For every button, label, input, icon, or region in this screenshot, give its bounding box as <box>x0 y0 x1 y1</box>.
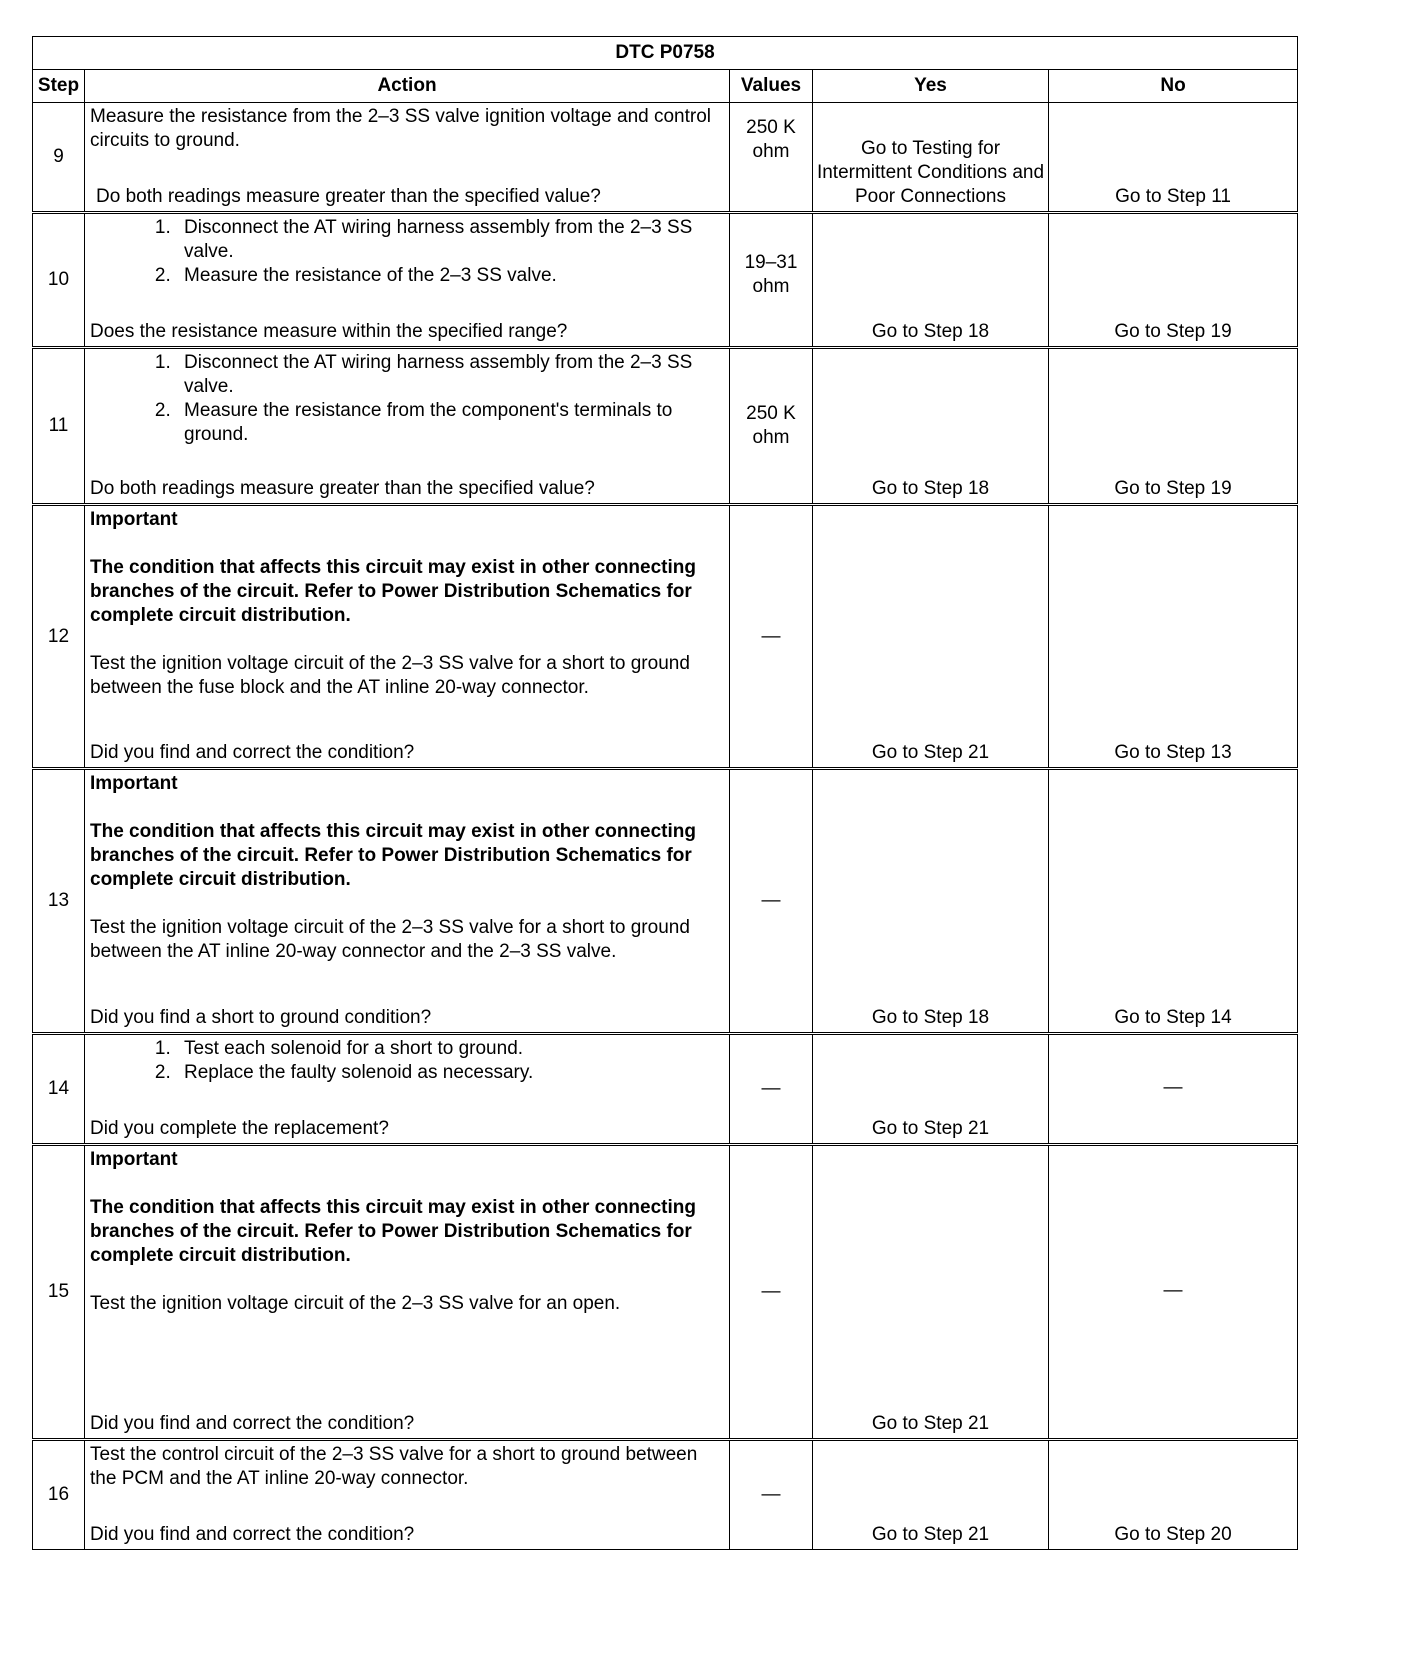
action-list-item: 1. Test each solenoid for a short to ground. <box>176 1037 725 1061</box>
header-step: Step <box>33 70 85 103</box>
value-cell: — <box>730 1440 813 1550</box>
no-cell: Go to Step 20 <box>1049 1440 1298 1550</box>
value-cell: 250 K ohm <box>730 103 813 213</box>
important-note: The condition that affects this circuit may exist in other connecting branches of the circuit. Refer to Power Distribution Schematics for complete circuit distribution. <box>90 557 696 626</box>
value-cell: 250 K ohm <box>730 348 813 505</box>
dtc-table-container <box>32 36 1297 1550</box>
table-row <box>33 103 1298 213</box>
action-cell <box>85 1145 730 1440</box>
table-row <box>33 348 1298 505</box>
action-list-item: 2. Measure the resistance of the 2–3 SS valve. <box>176 264 725 288</box>
action-question: Did you complete the replacement? <box>90 1118 389 1139</box>
action-list <box>90 351 725 447</box>
value-cell: — <box>730 1145 813 1440</box>
action-text: Test the ignition voltage circuit of the 2–3 SS valve for a short to ground between the fuse block and the AT inline 20-way connector. <box>90 653 690 698</box>
action-text: Test the ignition voltage circuit of the 2–3 SS valve for a short to ground between the AT inline 20-way connector and the 2–3 SS valve. <box>90 917 690 962</box>
no-cell: Go to Step 19 <box>1049 213 1298 348</box>
yes-cell: Go to Step 21 <box>813 1440 1049 1550</box>
action-cell <box>85 1034 730 1145</box>
yes-cell: Go to Testing for Intermittent Conditions and Poor Connections <box>813 103 1049 213</box>
action-cell <box>85 213 730 348</box>
action-list-item: 1. Disconnect the AT wiring harness assembly from the 2–3 SS valve. <box>176 351 725 399</box>
action-question: Did you find a short to ground condition? <box>90 1007 432 1028</box>
no-cell: Go to Step 19 <box>1049 348 1298 505</box>
action-question: Did you find and correct the condition? <box>90 1524 415 1545</box>
action-list <box>90 216 725 288</box>
header-yes: Yes <box>813 70 1049 103</box>
action-cell <box>85 348 730 505</box>
table-title: DTC P0758 <box>33 37 1298 70</box>
action-question: Did you find and correct the condition? <box>90 1413 415 1434</box>
table-row <box>33 1034 1298 1145</box>
action-list <box>90 1037 725 1085</box>
important-label: Important <box>90 1149 178 1170</box>
value-cell: 19–31 ohm <box>730 213 813 348</box>
yes-cell: Go to Step 21 <box>813 1034 1049 1145</box>
action-list-item: 1. Disconnect the AT wiring harness assembly from the 2–3 SS valve. <box>176 216 725 264</box>
no-cell: Go to Step 11 <box>1049 103 1298 213</box>
yes-cell: Go to Step 18 <box>813 348 1049 505</box>
no-cell: Go to Step 13 <box>1049 505 1298 769</box>
step-number: 16 <box>33 1440 85 1550</box>
action-cell <box>85 1440 730 1550</box>
action-question: Does the resistance measure within the specified range? <box>90 321 568 342</box>
value-cell: — <box>730 505 813 769</box>
table-row <box>33 1440 1298 1550</box>
table-row <box>33 1145 1298 1440</box>
step-number: 15 <box>33 1145 85 1440</box>
header-no: No <box>1049 70 1298 103</box>
step-number: 13 <box>33 769 85 1034</box>
important-label: Important <box>90 773 178 794</box>
table-row <box>33 505 1298 769</box>
important-label: Important <box>90 509 178 530</box>
yes-cell: Go to Step 18 <box>813 213 1049 348</box>
step-number: 11 <box>33 348 85 505</box>
important-note: The condition that affects this circuit may exist in other connecting branches of the circuit. Refer to Power Distribution Schematics for complete circuit distribution. <box>90 1197 696 1266</box>
action-text: Test the ignition voltage circuit of the 2–3 SS valve for an open. <box>90 1293 621 1314</box>
action-cell <box>85 505 730 769</box>
value-cell: — <box>730 1034 813 1145</box>
action-question: Do both readings measure greater than the specified value? <box>90 478 595 499</box>
action-list-item: 2. Measure the resistance from the component's terminals to ground. <box>176 399 725 447</box>
header-action: Action <box>85 70 730 103</box>
action-question: Do both readings measure greater than the specified value? <box>96 186 601 207</box>
step-number: 10 <box>33 213 85 348</box>
step-number: 14 <box>33 1034 85 1145</box>
action-cell <box>85 103 730 213</box>
table-row <box>33 769 1298 1034</box>
no-cell: Go to Step 14 <box>1049 769 1298 1034</box>
value-cell: — <box>730 769 813 1034</box>
no-cell: — <box>1049 1034 1298 1145</box>
yes-cell: Go to Step 18 <box>813 769 1049 1034</box>
action-cell <box>85 769 730 1034</box>
important-note: The condition that affects this circuit may exist in other connecting branches of the circuit. Refer to Power Distribution Schematics for complete circuit distribution. <box>90 821 696 890</box>
header-values: Values <box>730 70 813 103</box>
no-cell: — <box>1049 1145 1298 1440</box>
action-list-item: 2. Replace the faulty solenoid as necessary. <box>176 1061 725 1085</box>
dtc-table <box>32 36 1298 1550</box>
step-number: 12 <box>33 505 85 769</box>
yes-cell: Go to Step 21 <box>813 1145 1049 1440</box>
action-text: Test the control circuit of the 2–3 SS valve for a short to ground between the PCM and the AT inline 20-way connector. <box>90 1444 698 1489</box>
yes-cell: Go to Step 21 <box>813 505 1049 769</box>
action-question: Did you find and correct the condition? <box>90 742 415 763</box>
action-text: Measure the resistance from the 2–3 SS valve ignition voltage and control circuits to ground. <box>90 106 712 151</box>
table-row <box>33 213 1298 348</box>
step-number: 9 <box>33 103 85 213</box>
